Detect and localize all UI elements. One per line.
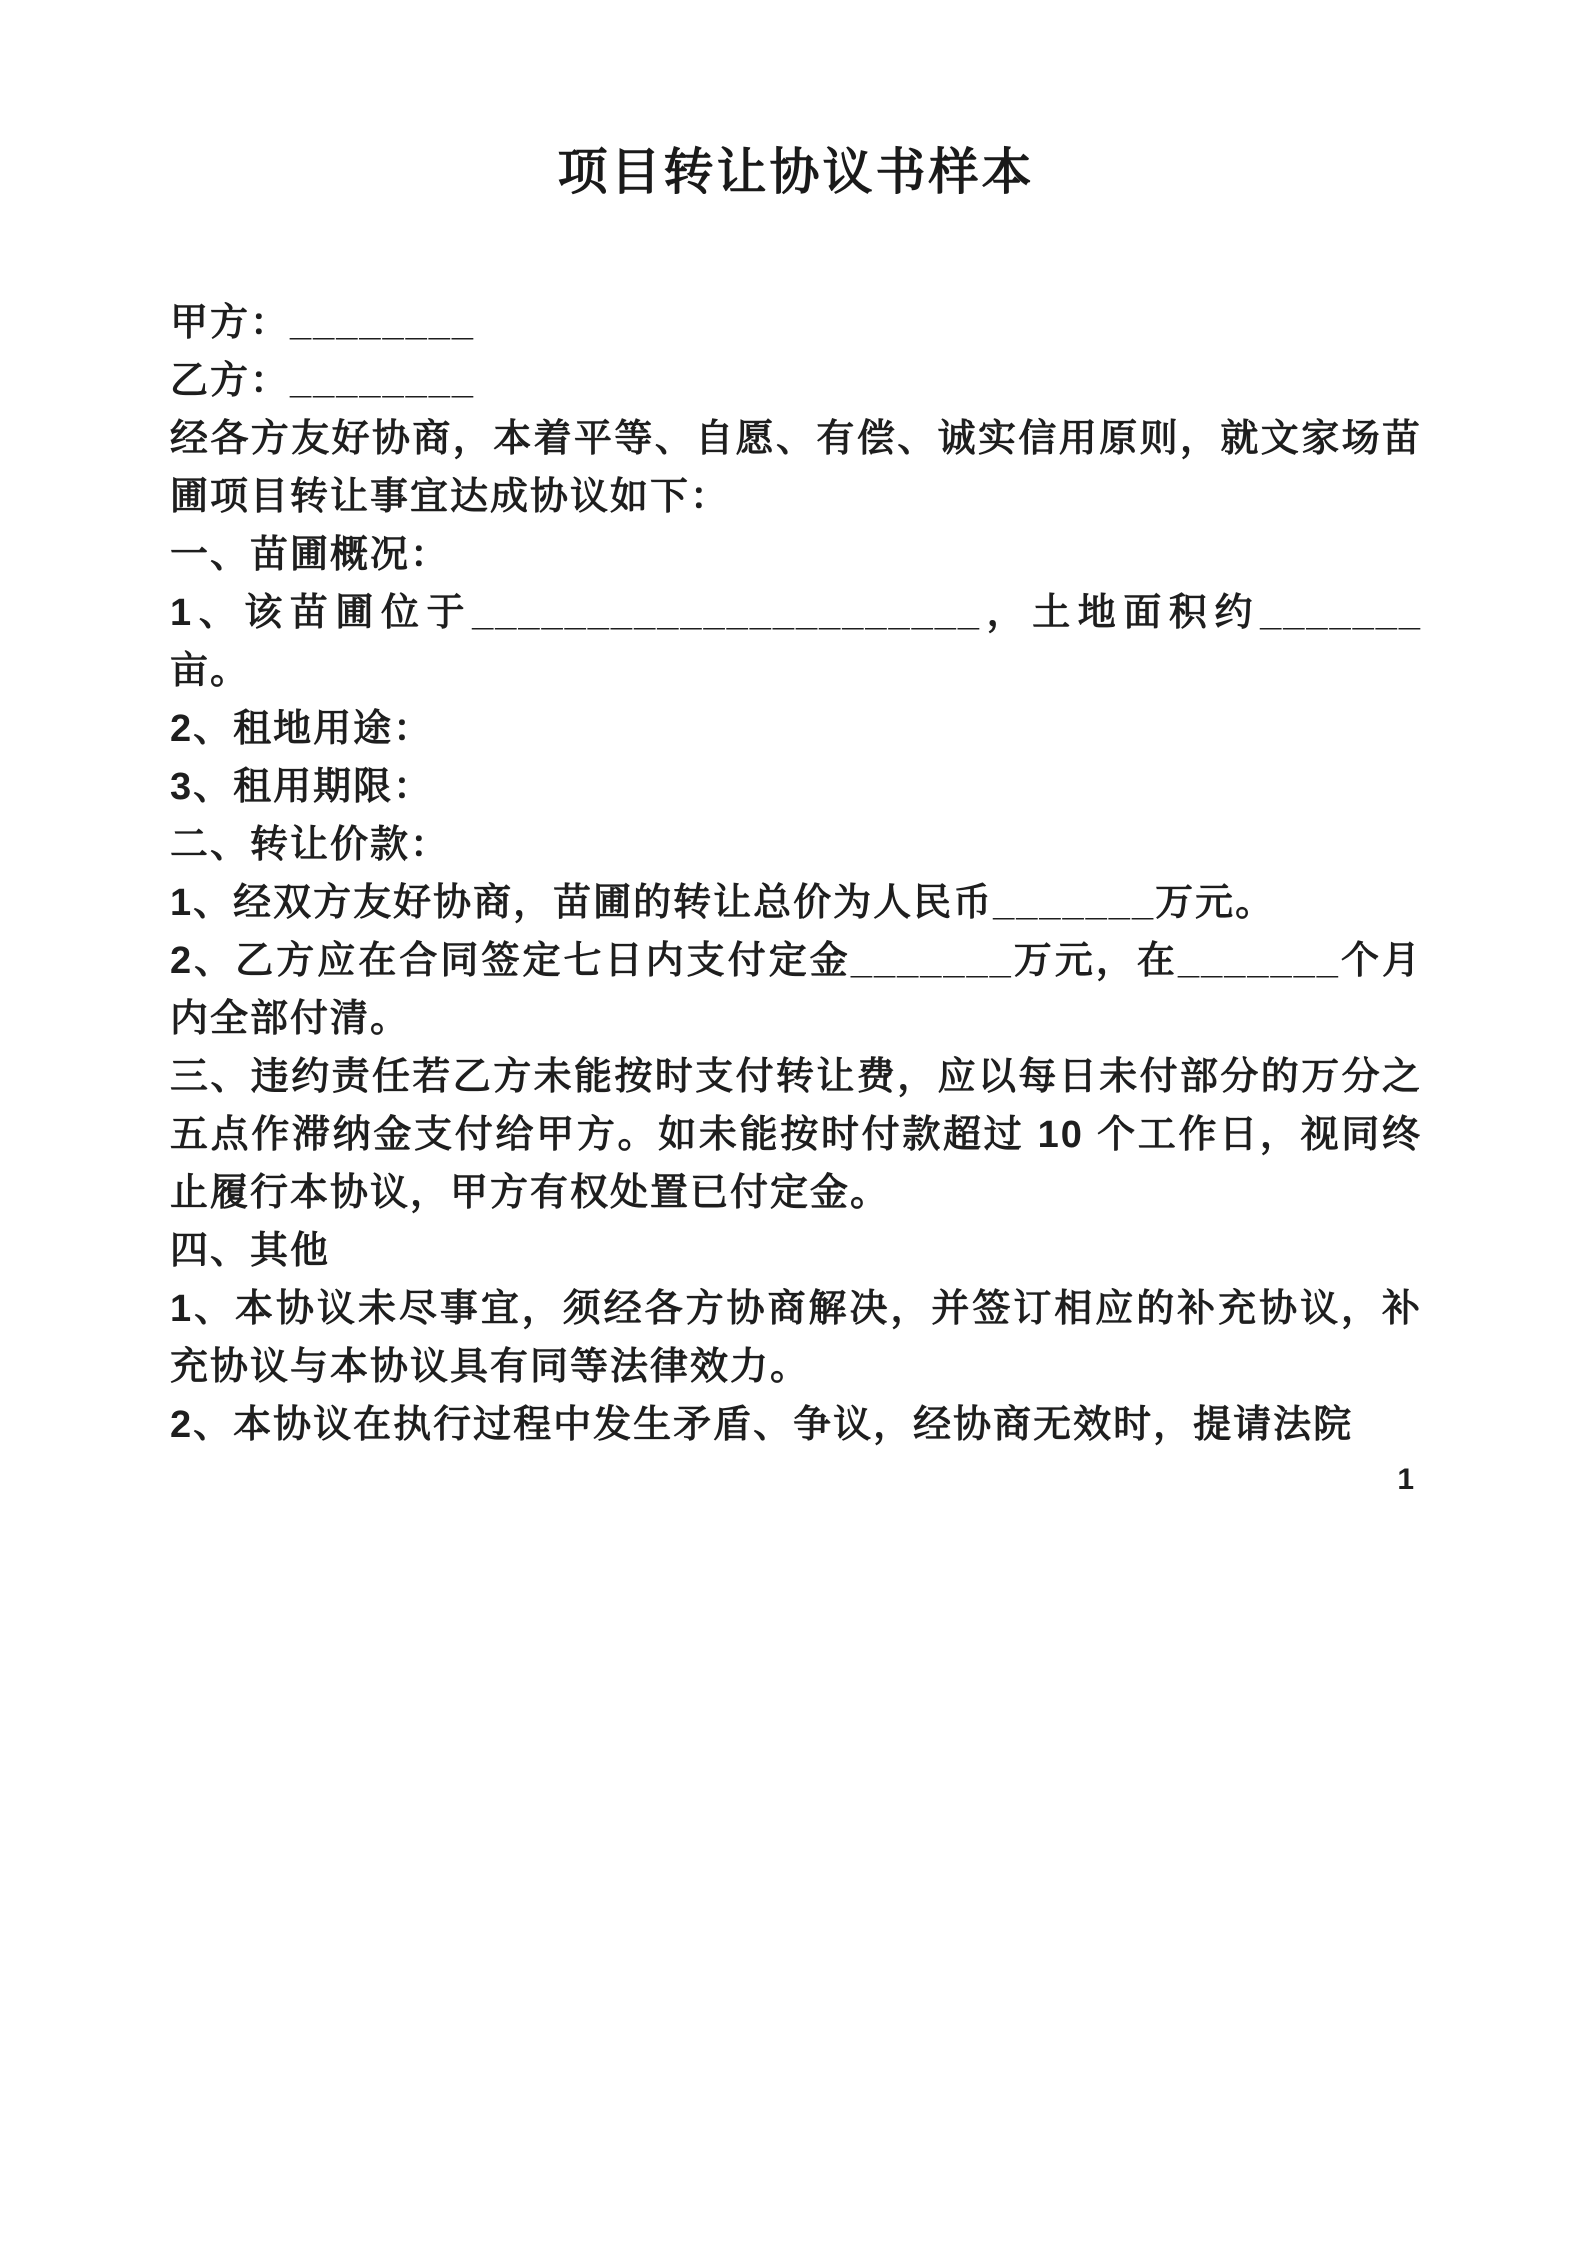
- paragraph: 三、违约责任若乙方未能按时支付转让费，应以每日未付部分的万分之五点作滞纳金支付给甲方。如未能按时付款超过 10 个工作日，视同终止履行本协议，甲方有权处置已付定金。: [170, 1056, 1422, 1214]
- paragraph: 2、本协议在执行过程中发生矛盾、争议，经协商无效时，提请法院: [170, 1404, 1354, 1446]
- paragraph: 四、其他: [170, 1230, 331, 1272]
- paragraph: 2、租地用途：: [170, 708, 434, 750]
- paragraph: 甲方：________: [170, 302, 476, 344]
- document-body: [170, 294, 1422, 1454]
- paragraph: 1、该苗圃位于______________________，土地面积约_______亩。: [170, 592, 1422, 692]
- document-content: [170, 142, 1422, 1454]
- paragraph: 经各方友好协商，本着平等、自愿、有偿、诚实信用原则，就文家场苗圃项目转让事宜达成协议如下：: [170, 418, 1422, 518]
- paragraph: 3、租用期限：: [170, 766, 434, 808]
- paragraph: 二、转让价款：: [170, 824, 451, 866]
- paragraph: 2、乙方应在合同签定七日内支付定金_______万元，在_______个月内全部付清。: [170, 940, 1422, 1040]
- document-title: 项目转让协议书样本: [557, 144, 1035, 200]
- paragraph: 乙方：________: [170, 360, 476, 402]
- page-number: 1: [1397, 1463, 1414, 1496]
- paragraph: 1、本协议未尽事宜，须经各方协商解决，并签订相应的补充协议，补充协议与本协议具有同等法律效力。: [170, 1288, 1422, 1388]
- paragraph: 一、苗圃概况：: [170, 534, 451, 576]
- paragraph: 1、经双方友好协商，苗圃的转让总价为人民币_______万元。: [170, 882, 1276, 924]
